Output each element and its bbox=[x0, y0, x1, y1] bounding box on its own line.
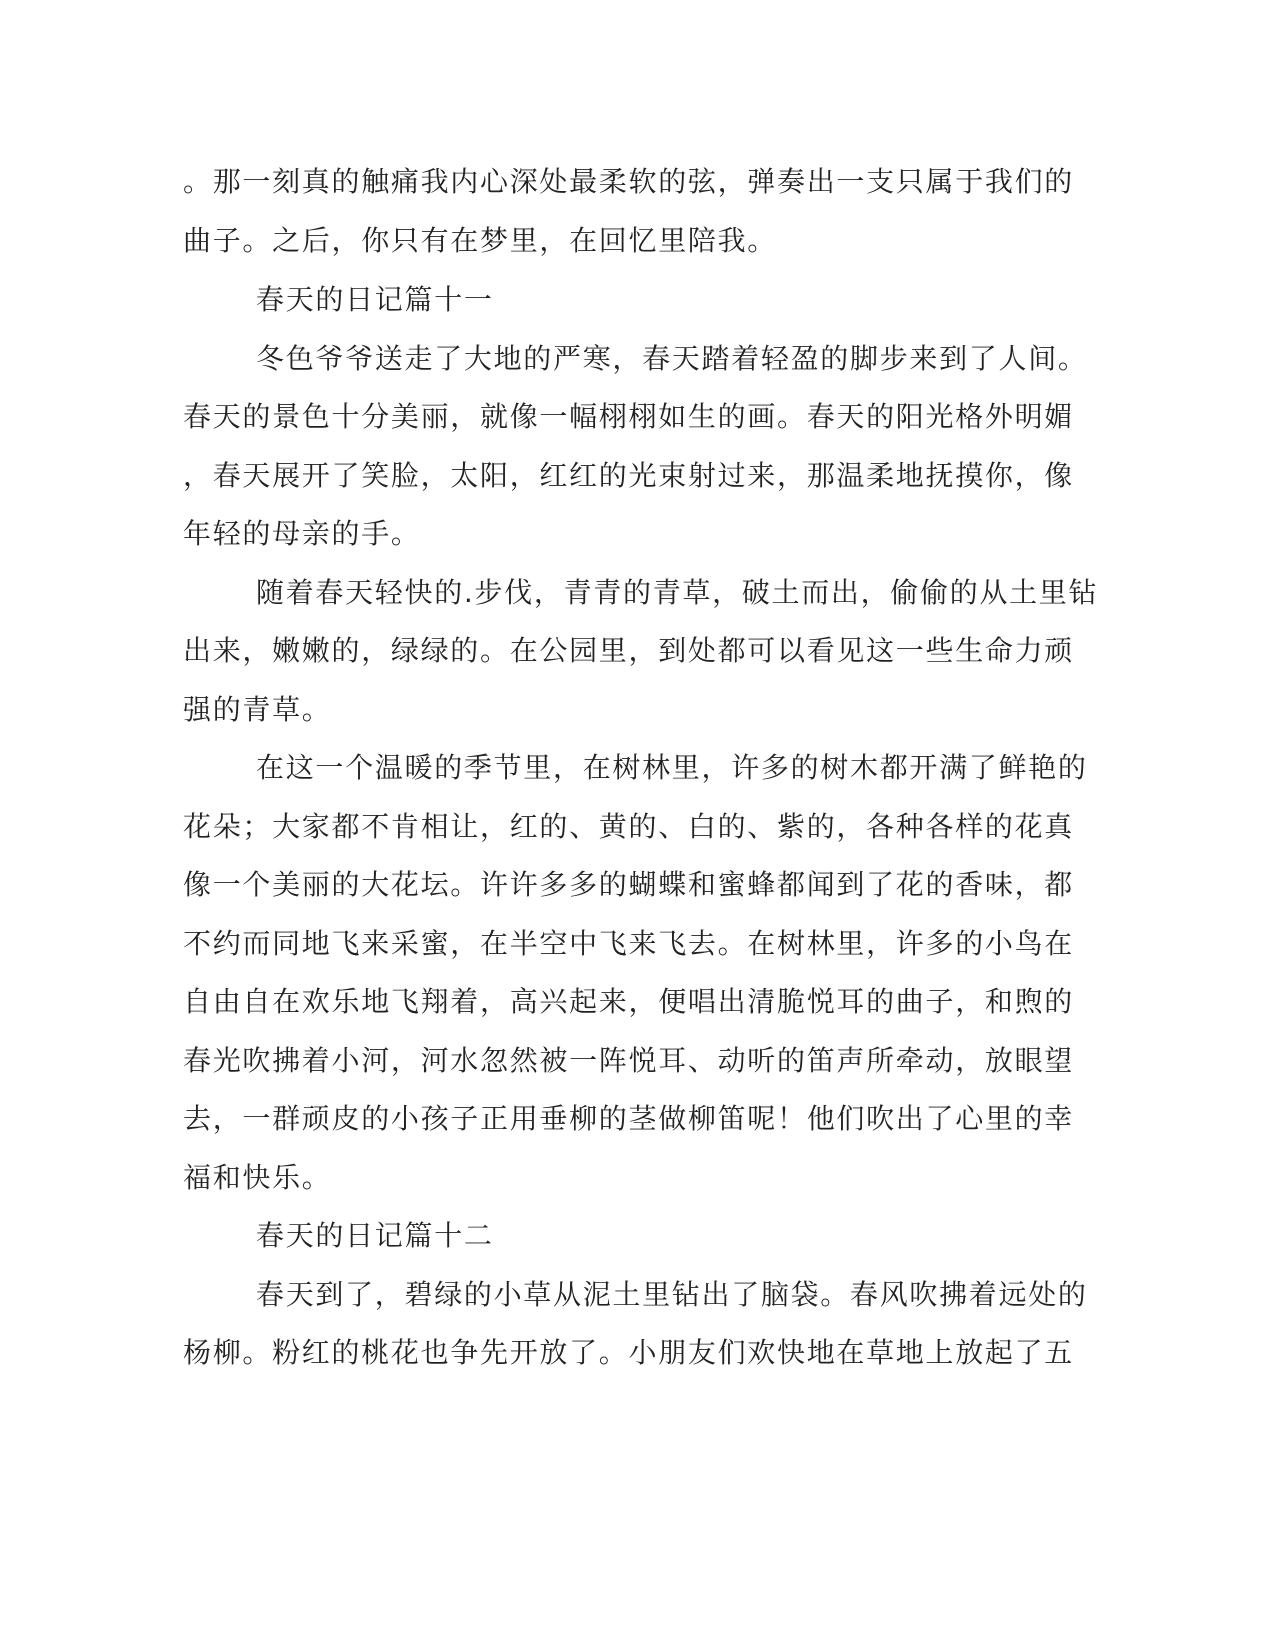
paragraph-line: 福和快乐。 bbox=[183, 1161, 332, 1194]
section-heading: 春天的日记篇十二 bbox=[256, 1219, 494, 1252]
paragraph-line: 春天到了，碧绿的小草从泥土里钻出了脑袋。春风吹拂着远处的 bbox=[256, 1278, 1088, 1311]
paragraph-line: 强的青草。 bbox=[183, 693, 332, 726]
paragraph-line: 自由自在欢乐地飞翔着，高兴起来，便唱出清脆悦耳的曲子，和煦的 bbox=[183, 985, 1075, 1018]
paragraph-line: 在这一个温暖的季节里，在树林里，许多的树木都开满了鲜艳的 bbox=[256, 751, 1088, 784]
paragraph-line: 春天的景色十分美丽，就像一幅栩栩如生的画。春天的阳光格外明媚 bbox=[183, 400, 1075, 433]
paragraph-line: 春光吹拂着小河，河水忽然被一阵悦耳、动听的笛声所牵动，放眼望 bbox=[183, 1044, 1075, 1077]
paragraph-line: 不约而同地飞来采蜜，在半空中飞来飞去。在树林里，许多的小鸟在 bbox=[183, 927, 1075, 960]
paragraph-line: 随着春天轻快的.步伐，青青的青草，破土而出，偷偷的从土里钻 bbox=[256, 576, 1099, 609]
paragraph-line: 曲子。之后，你只有在梦里，在回忆里陪我。 bbox=[183, 224, 778, 257]
paragraph-line: 像一个美丽的大花坛。许许多多的蝴蝶和蜜蜂都闻到了花的香味，都 bbox=[183, 868, 1075, 901]
paragraph-line: 年轻的母亲的手。 bbox=[183, 517, 421, 550]
paragraph-line: 冬色爷爷送走了大地的严寒，春天踏着轻盈的脚步来到了人间。 bbox=[256, 342, 1088, 375]
paragraph-line: 去，一群顽皮的小孩子正用垂柳的茎做柳笛呢！他们吹出了心里的幸 bbox=[183, 1102, 1075, 1135]
paragraph-line: ，春天展开了笑脸，太阳，红红的光束射过来，那温柔地抚摸你，像 bbox=[183, 459, 1075, 492]
paragraph-line: 花朵；大家都不肯相让，红的、黄的、白的、紫的，各种各样的花真 bbox=[183, 810, 1075, 843]
paragraph-line: 。那一刻真的触痛我内心深处最柔软的弦，弹奏出一支只属于我们的 bbox=[183, 165, 1075, 198]
paragraph-line: 杨柳。粉红的桃花也争先开放了。小朋友们欢快地在草地上放起了五 bbox=[183, 1336, 1075, 1369]
section-heading: 春天的日记篇十一 bbox=[256, 283, 494, 316]
paragraph-line: 出来，嫩嫩的，绿绿的。在公园里，到处都可以看见这一些生命力顽 bbox=[183, 634, 1075, 667]
